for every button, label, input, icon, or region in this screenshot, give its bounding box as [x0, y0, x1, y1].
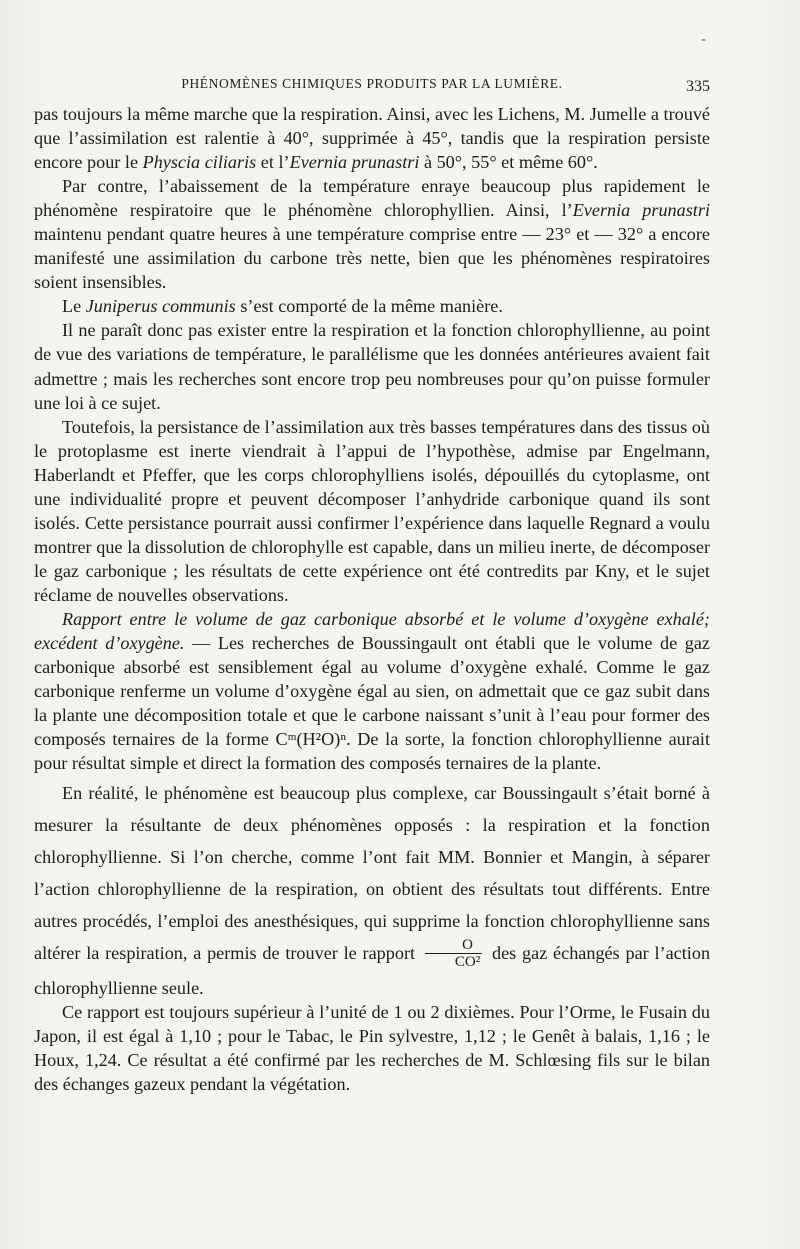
fraction-numerator: O: [425, 937, 482, 954]
text-run: maintenu pendant quatre heures à une température comprise entre — 23° et — 32° a encore manifesté une assimilation du carbone très nette, bien que les phénomènes respiratoires soient insensibles.: [34, 224, 710, 293]
text-run: Le: [62, 296, 86, 317]
text-run: des gaz échangés par l’action chlorophyllienne seule.: [34, 943, 711, 998]
italic-text: Rapport entre le volume de gaz carbonique absorbé et le volume d’oxygène exhalé; excédent d’oxygène.: [34, 608, 710, 654]
text-run: Il ne paraît donc pas exister entre la respiration et la fonction chlorophyllienne, au point de vue des variations de température, le parallélisme que les données antérieures avaient fait admettre ; mais les recherches sont encore trop peu nombreuses pour qu’on puisse formuler une loi à ce sujet.: [34, 320, 710, 413]
paragraph-ratio: [34, 777, 710, 1003]
paragraph: [34, 415, 710, 607]
text-run: Ce rapport est toujours supérieur à l’unité de 1 ou 2 dixièmes. Pour l’Orme, le Fusain du Japon, il est égal à 1,10 ; pour le Tabac, le Pin sylvestre, 1,12 ; le Genêt à balais, 1,16 ; le Houx, 1,24. Ce résultat a été confirmé par les recherches de M. Schlœsing fils sur le bilan des échanges gazeux pendant la végétation.: [34, 1001, 710, 1094]
text-run: Toutefois, la persistance de l’assimilation aux très basses températures dans des tissus où le protoplasme est inerte viendrait à l’appui de l’hypothèse, admise par Engelmann, Haberlandt et Pfeffer, que les corps chlorophylliens isolés, dépouillés du cytoplasme, ont une individualité propre et peuvent décomposer l’anhydride carbonique quand ils sont isolés. Cette persistance pourrait aussi confirmer l’expérience dans laquelle Regnard a voulu montrer que la dissolution de chlorophylle est capable, dans un milieu inerte, de décomposer le gaz carbonique ; les résultats de cette expérience ont été contredits par Kny, et le sujet réclame de nouvelles observations.: [34, 416, 710, 605]
paragraph: [34, 294, 710, 318]
paragraph: [34, 102, 710, 174]
italic-text: Physcia ciliaris: [142, 152, 257, 173]
chemical-formula: Cᵐ(H²O)ⁿ: [275, 729, 347, 750]
fraction-denominator: CO²: [454, 953, 481, 970]
paragraph: [34, 1000, 710, 1096]
italic-text: Juniperus communis: [85, 296, 236, 317]
text-run: . De la sorte, la fonction chlorophyllienne aurait pour résultat simple et direct la formation des composés ternaires de la plante.: [34, 729, 710, 774]
text-run: et l’: [256, 152, 290, 173]
text-run: — Les recherches de Boussingault ont établi que le volume de gaz carbonique absorbé est sensiblement égal au volume d’oxygène exhalé. Comme le gaz carbonique renferme un volume d’oxygène égal au sien, on admettait que ce gaz subit dans la plante une décomposition totale et que le carbone naissant s’unit à l’eau pour former des composés ternaires de la forme: [34, 633, 711, 750]
text-run: s’est comporté de la même manière.: [235, 296, 503, 317]
italic-text: Evernia prunastri: [572, 200, 710, 221]
page-number: 335: [686, 78, 710, 95]
text-run: Par contre, l’abaissement de la température enraye beaucoup plus rapidement le phénomène respiratoire que le phénomène chlorophyllien. Ainsi, l’: [34, 176, 710, 221]
running-title: PHÉNOMÈNES CHIMIQUES PRODUITS PAR LA LUMIÈRE.: [181, 76, 563, 91]
text-run: En réalité, le phénomène est beaucoup plus complexe, car Boussingault s’était borné à mesurer la résultante de deux phénomènes opposés : la respiration et la fonction chlorophyllienne. Si l’on cherche, comme l’ont fait MM. Bonnier et Mangin, à séparer l’action chlorophyllienne de la respiration, on obtient des résultats tout différents. Entre autres procédés, l’emploi des anesthésiques, qui supprime la fonction chlorophyllienne sans altérer la respiration, a permis de trouver le rapport: [34, 783, 710, 964]
margin-mark: -: [701, 32, 706, 47]
italic-text: Evernia prunastri: [289, 152, 420, 173]
ratio-fraction: [425, 937, 482, 970]
paragraph-section-heading: [34, 607, 710, 775]
text-run: pas toujours la même marche que la respiration. Ainsi, avec les Lichens, M. Jumelle a trouvé que l’assimilation est ralentie à 40°, supprimée à 45°, tandis que la respiration persiste encore pour le: [34, 104, 710, 173]
text-run: à 50°, 55° et même 60°.: [419, 152, 598, 173]
paragraph: [34, 318, 710, 414]
body-text: [34, 102, 710, 1096]
page-header: [34, 76, 710, 98]
paragraph: [34, 174, 710, 294]
